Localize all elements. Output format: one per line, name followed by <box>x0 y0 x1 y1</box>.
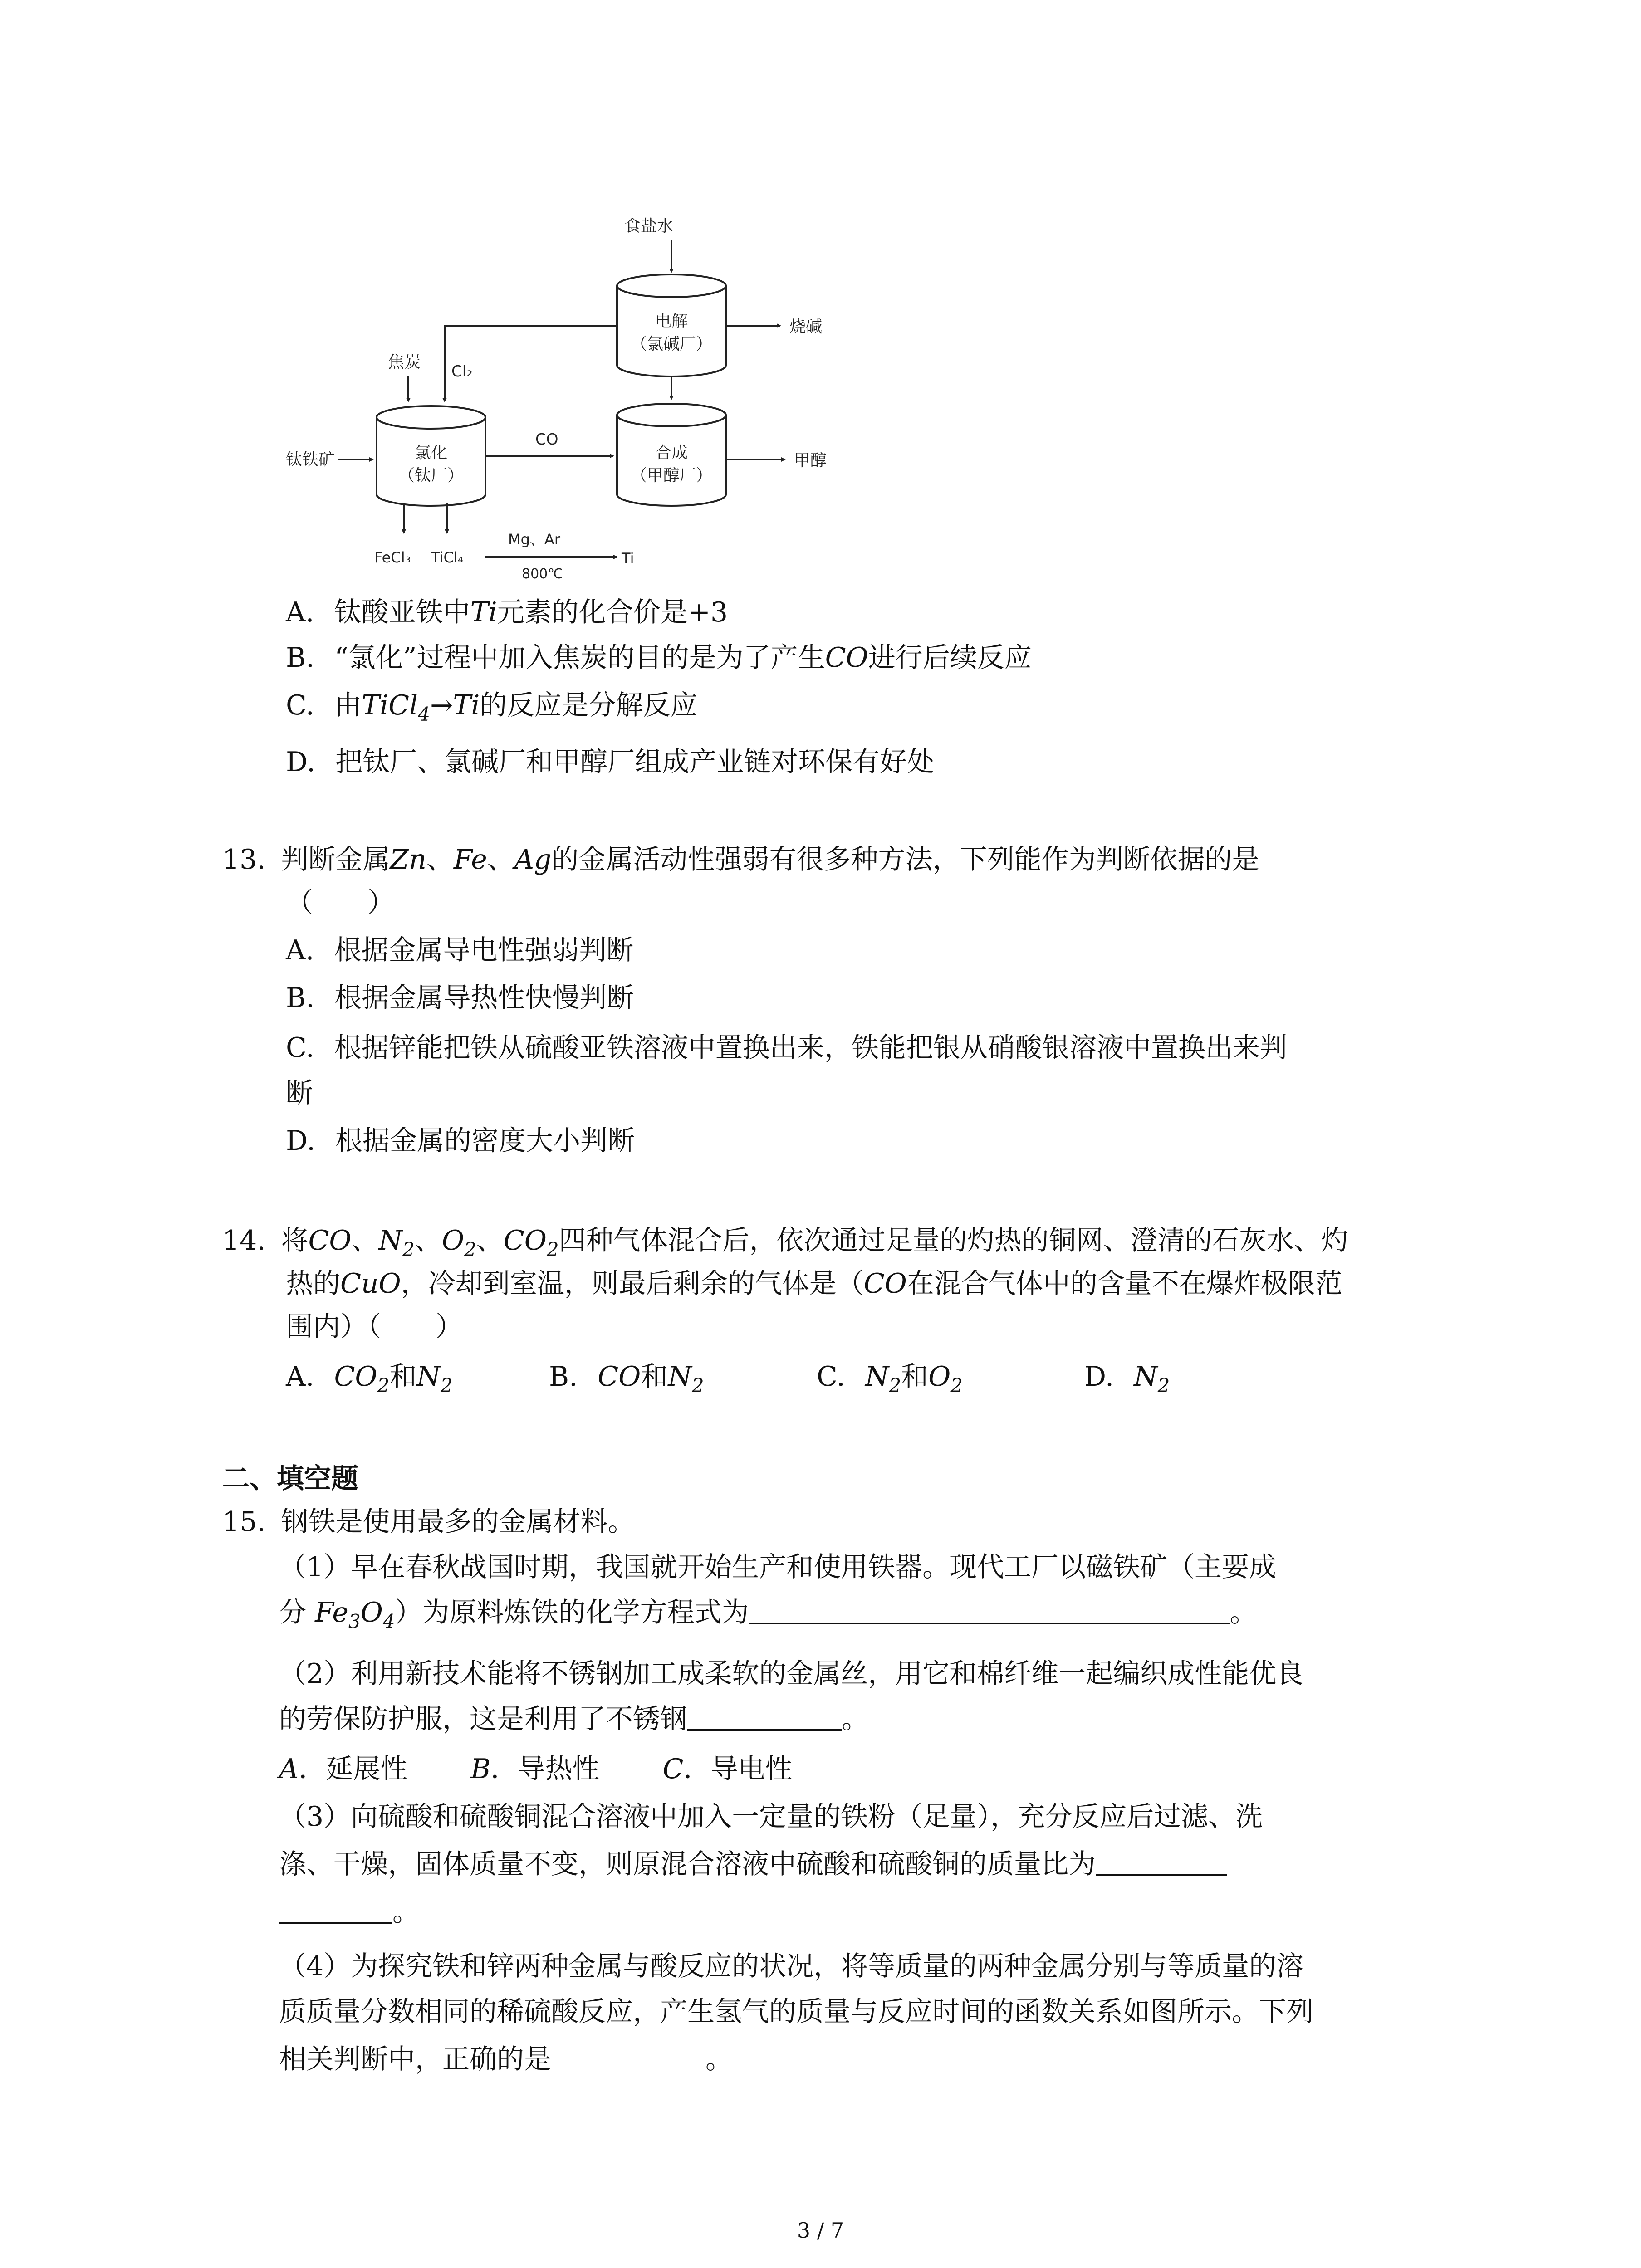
label-fecl3: FeCl₃ <box>374 549 411 566</box>
label-coke: 焦炭 <box>388 353 421 371</box>
label-titanium-plant: （钛厂） <box>398 466 464 485</box>
label-ticl4: TiCl₄ <box>431 549 464 566</box>
page-number: 3 / 7 <box>797 2218 844 2243</box>
answer-blank-property[interactable] <box>687 1704 842 1731</box>
answer-blank-ratio-part2[interactable] <box>279 1897 392 1924</box>
q14-option-c: C. $N_2$和$O_2$ <box>817 1361 963 1397</box>
q14-stem-line3: 围内）（ ） <box>286 1311 463 1343</box>
label-methanol: 甲醇 <box>794 451 827 470</box>
q15-part1-line2: 分 $Fe_3O_4$）为原料炼铁的化学方程式为 。 <box>279 1597 1257 1633</box>
q12-option-b: B. “氯化”过程中加入焦炭的目的是为了产生CO进行后续反应 <box>286 642 1032 674</box>
q15-part1-line1: （1）早在春秋战国时期，我国就开始生产和使用铁器。现代工厂以磁铁矿（主要成 <box>279 1551 1277 1583</box>
q12-option-d: D. 把钛厂、氯碱厂和甲醇厂组成产业链对环保有好处 <box>286 746 935 778</box>
q15-part4-line1: （4）为探究铁和锌两种金属与酸反应的状况，将等质量的两种金属分别与等质量的溶 <box>279 1950 1304 1982</box>
label-cl2: Cl₂ <box>451 362 473 381</box>
label-ilmenite: 钛铁矿 <box>286 450 335 469</box>
q14-option-a: A. $CO_2$和$N_2$ <box>286 1361 453 1397</box>
q15-part4-line2: 质质量分数相同的稀硫酸反应，产生氢气的质量与反应时间的函数关系如图所示。下列 <box>279 1996 1313 2028</box>
label-methanol-plant: （甲醇厂） <box>630 466 713 485</box>
answer-blank-equation[interactable] <box>749 1597 1230 1624</box>
q12-option-a: A. 钛酸亚铁中Ti元素的化合价是+3 <box>286 596 728 628</box>
q12-option-c: C. 由TiCl$_4$→Ti的反应是分解反应 <box>286 689 698 725</box>
label-co: CO <box>535 430 558 449</box>
q14-stem-line1: 14. 将CO、$N_2$、$O_2$、$CO_2$四种气体混合后，依次通过足量的灼热的铜网、澄清的石灰水、灼 <box>222 1225 1348 1261</box>
q13-answer-paren: （ ） <box>286 887 395 919</box>
section-title-fill-in: 二、填空题 <box>222 1463 358 1495</box>
q15-part4-line3: 相关判断中，正确的是 。 <box>279 2043 733 2075</box>
label-caustic-soda: 烧碱 <box>789 318 823 336</box>
q14-option-b: B. CO和$N_2$ <box>549 1361 704 1397</box>
q13-option-d: D. 根据金属的密度大小判断 <box>286 1125 635 1157</box>
q13-option-b: B. 根据金属导热性快慢判断 <box>286 982 634 1014</box>
q15-stem: 15. 钢铁是使用最多的金属材料。 <box>222 1506 635 1538</box>
q15-part3-line2: 涤、干燥，固体质量不变，则原混合溶液中硫酸和硫酸铜的质量比为 <box>279 1846 1227 1882</box>
q15-part3-line3: 。 <box>279 1894 420 1930</box>
label-chlor-alkali-plant: （氯碱厂） <box>630 335 713 353</box>
label-temp: 800℃ <box>522 566 563 582</box>
label-electrolysis: 电解 <box>655 312 688 331</box>
label-mg-ar: Mg、Ar <box>508 531 560 548</box>
q15-part2-options: A．延展性 B．导热性 C．导电性 <box>279 1753 793 1785</box>
label-chlorination: 氯化 <box>414 444 448 462</box>
q13-option-c-cont: 断 <box>286 1077 313 1109</box>
label-synthesis: 合成 <box>655 444 688 462</box>
answer-blank-ratio-part1[interactable] <box>1096 1849 1227 1876</box>
q15-part2-line1: （2）利用新技术能将不锈钢加工成柔软的金属丝，用它和棉纤维一起编织成性能优良 <box>279 1658 1304 1690</box>
process-flow-diagram <box>272 209 907 585</box>
q13-option-a: A. 根据金属导电性强弱判断 <box>286 934 634 966</box>
q14-stem-line2: 热的CuO，冷却到室温，则最后剩余的气体是（CO在混合气体中的含量不在爆炸极限范 <box>286 1268 1342 1300</box>
q13-option-c: C. 根据锌能把铁从硫酸亚铁溶液中置换出来，铁能把银从硝酸银溶液中置换出来判 <box>286 1032 1287 1064</box>
q15-part2-line2: 的劳保防护服，这是利用了不锈钢 。 <box>279 1703 869 1735</box>
label-ti: Ti <box>622 550 634 567</box>
q13-stem: 13. 判断金属Zn、Fe、Ag的金属活动性强弱有很多种方法，下列能作为判断依据的是 <box>222 844 1259 875</box>
label-salt-water: 食盐水 <box>624 217 674 235</box>
q14-option-d: D. $N_2$ <box>1084 1361 1170 1397</box>
q15-part3-line1: （3）向硫酸和硫酸铜混合溶液中加入一定量的铁粉（足量），充分反应后过滤、洗 <box>279 1801 1263 1833</box>
